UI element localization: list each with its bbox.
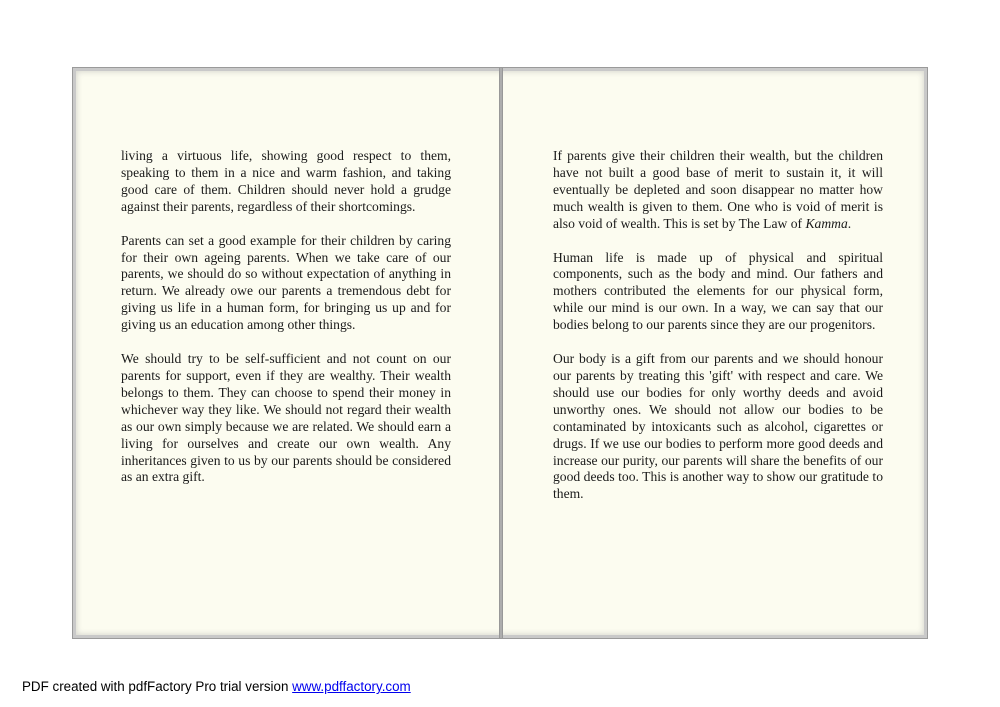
left-paragraph-3: We should try to be self-sufficient and not count on our parents for support, even if they are wealthy. Their wealth belongs to them. They can choose to spend their money in whichever way they like. We should not regard their wealth as our own simply because we are related. We should earn a living for ourselves and create our own wealth. Any inheritances given to us by our parents should be considered as an extra gift.	[121, 351, 451, 485]
right-paragraph-1	[553, 148, 883, 233]
left-page-text	[121, 148, 451, 503]
book-spread	[72, 67, 928, 639]
kamma-emphasis: Kamma	[805, 215, 848, 231]
right-paragraph-1-end: .	[847, 215, 852, 231]
footer-text: PDF created with pdfFactory Pro trial version	[22, 679, 293, 694]
book-spine	[499, 68, 503, 638]
left-paragraph-2: Parents can set a good example for their children by caring for their own ageing parents. When we take care of our parents, we should do so without expectation of anything in return. We already owe our parents a tremendous debt for giving us life in a human form, for bringing us up and for giving us an education among other things.	[121, 232, 451, 333]
pdf-footer	[22, 679, 411, 694]
pdffactory-link[interactable]: www.pdffactory.com	[292, 679, 411, 694]
right-page-text	[553, 148, 883, 520]
right-paragraph-3: Our body is a gift from our parents and we should honour our parents by treating this 'gift' with respect and care. We should use our bodies for only worthy deeds and avoid unworthy ones. We should not allow our bodies to be contaminated by intoxicants such as alcohol, cigarettes or drugs. If we use our bodies to perform more good deeds and increase our purity, our parents will share the benefits of our good deeds too. This is another way to show our gratitude to them.	[553, 351, 883, 502]
left-paragraph-1: living a virtuous life, showing good respect to them, speaking to them in a nice and warm fashion, and taking good care of them. Children should never hold a grudge against their parents, regardless of their shortcomings.	[121, 148, 451, 214]
right-paragraph-1-text: If parents give their children their wealth, but the children have not built a good base of merit to sustain it, it will eventually be depleted and soon disappear no matter how much wealth is given to them. One who is void of merit is also void of wealth. This is set by The Law of	[553, 148, 883, 231]
right-paragraph-2: Human life is made up of physical and spiritual components, such as the body and mind. Our fathers and mothers contributed the elements for our physical form, while our mind is our own. In a way, we can say that our bodies belong to our parents since they are our progenitors.	[553, 249, 883, 333]
